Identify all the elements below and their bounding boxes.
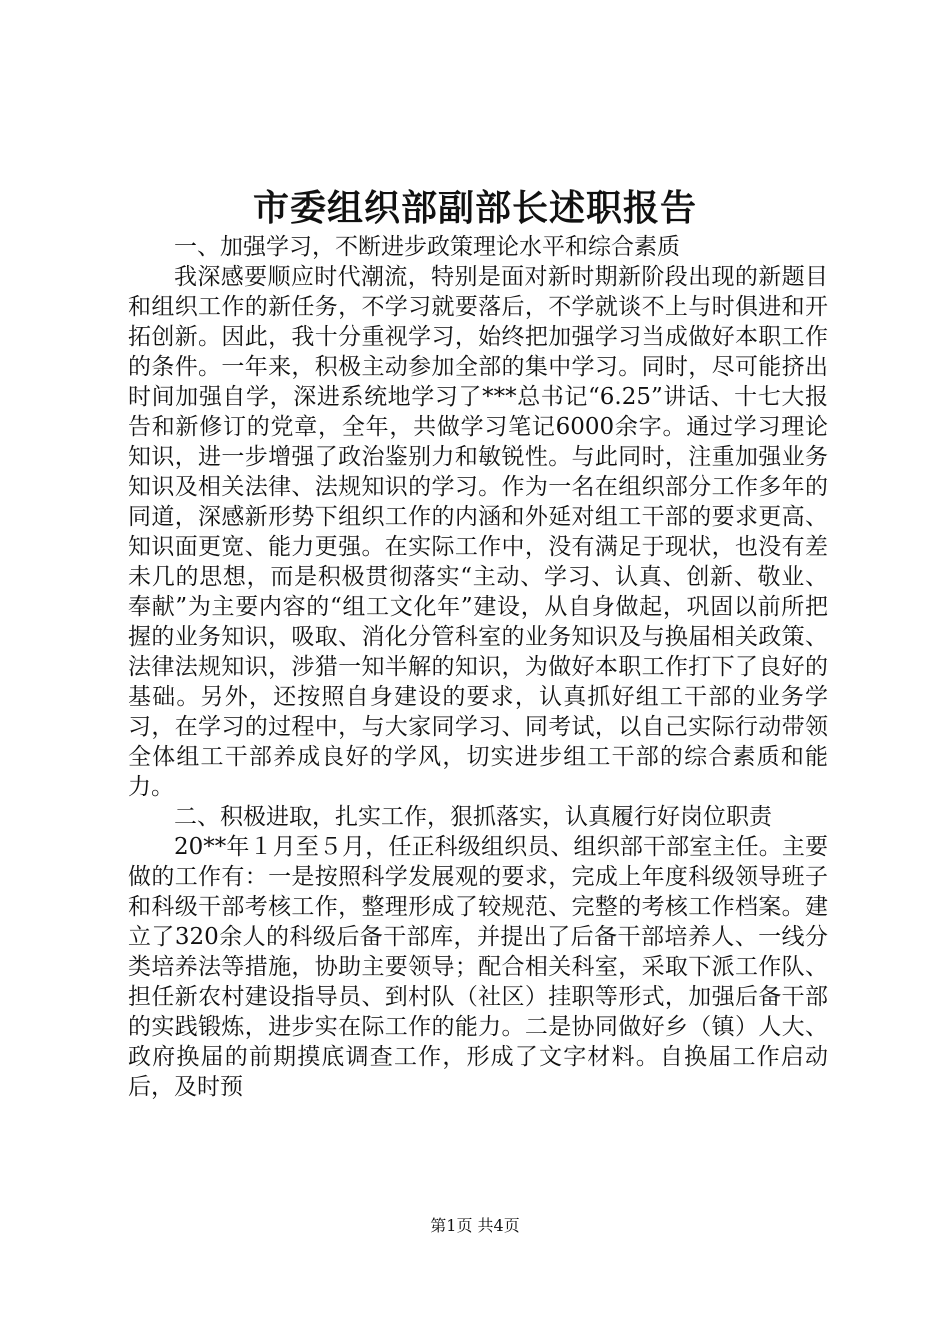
section-heading-1: 一、加强学习，不断进步政策理论水平和综合素质	[174, 234, 680, 260]
section-heading-2: 二、积极进取，扎实工作，狠抓落实，认真履行好岗位职责	[174, 804, 772, 830]
document-title: 市委组织部副部长述职报告	[252, 187, 697, 229]
paragraph-1: 我深感要顺应时代潮流，特别是面对新时期新阶段出现的新题目和组织工作的新任务，不学习就要落后，不学就谈不上与时俱进和开拓创新。因此，我十分重视学习，始终把加强学习当成做好本职工作的条件。一年来，积极主动参加全部的集中学习。同时，尽可能挤出时间加强自学，深进系统地学习了***总书记“6.25”讲话、十七大报告和新修订的党章，全年，共做学习笔记6000余字。通过学习理论知识，进一步增强了政治鉴别力和敏锐性。与此同时，注重加强业务知识及相关法律、法规知识的学习。作为一名在组织部分工作多年的同道，深感新形势下组织工作的内涵和外延对组工干部的要求更高、知识面更宽、能力更强。在实际工作中，没有满足于现状，也没有差未几的思想，而是积极贯彻落实“主动、学习、认真、创新、敬业、奉献”为主要内容的“组工文化年”建设，从自身做起，巩固以前所把握的业务知识，吸取、消化分管科室的业务知识及与换届相关政策、法律法规知识，涉猎一知半解的知识，为做好本职工作打下了良好的基础。另外，还按照自身建设的要求，认真抓好组工干部的业务学习，在学习的过程中，与大家同学习、同考试，以自己实际行动带领全体组工干部养成良好的学风，切实进步组工干部的综合素质和能力。	[128, 264, 828, 800]
document-body	[128, 232, 828, 1102]
paragraph-2: 20**年１月至５月，任正科级组织员、组织部干部室主任。主要做的工作有：一是按照科学发展观的要求，完成上年度科级领导班子和科级干部考核工作，整理形成了较规范、完整的考核工作档案。建立了320余人的科级后备干部库，并提出了后备干部培养人、一线分类培养法等措施，协助主要领导；配合相关科室，采取下派工作队、担任新农村建设指导员、到村队（社区）挂职等形式，加强后备干部的实践锻炼，进步实在际工作的能力。二是协同做好乡（镇）人大、政府换届的前期摸底调查工作，形成了文字材料。自换届工作启动后，及时预	[128, 834, 828, 1100]
page-footer: 第1页 共4页	[430, 1216, 520, 1235]
